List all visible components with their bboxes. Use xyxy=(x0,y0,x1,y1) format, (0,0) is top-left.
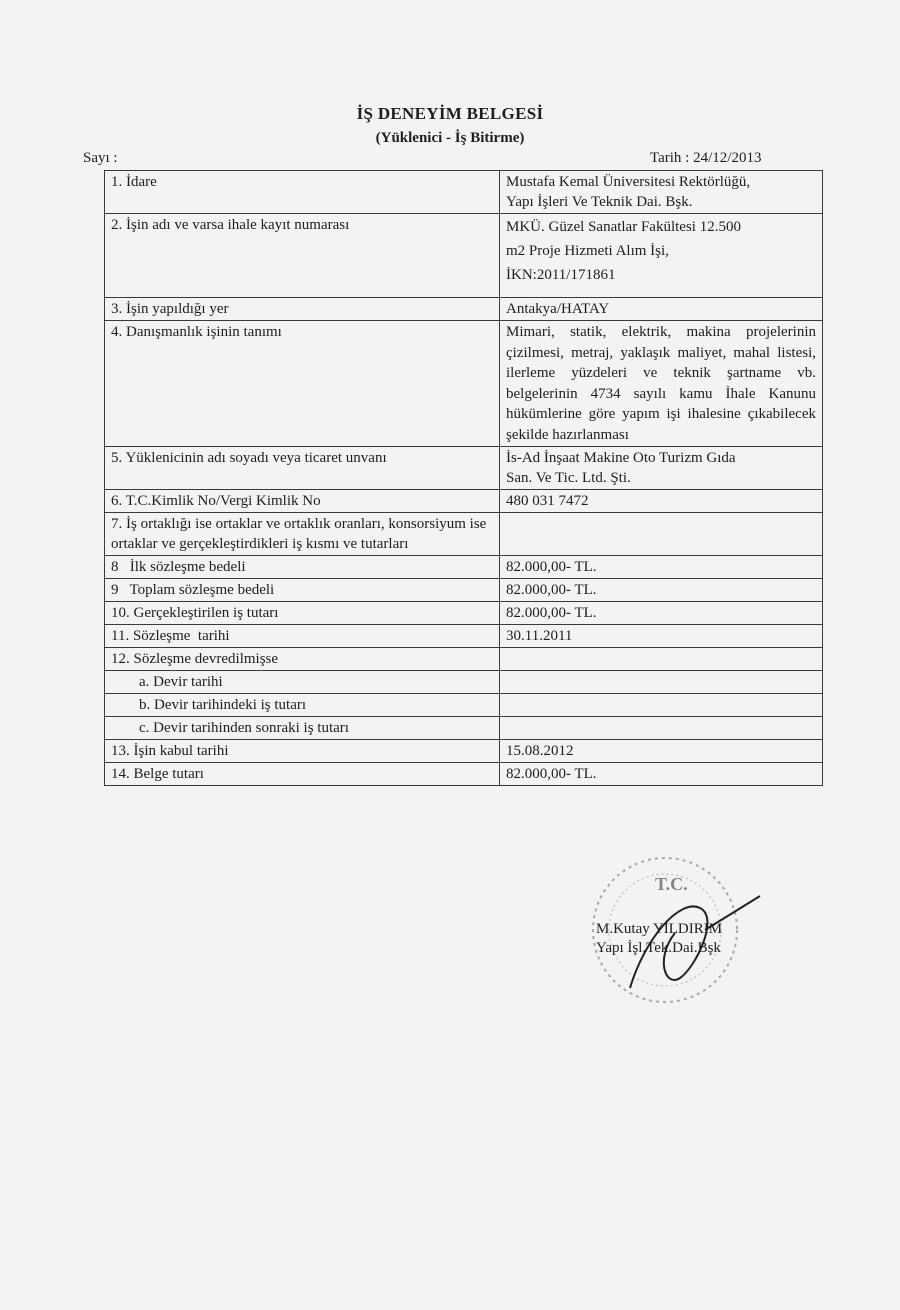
table-row xyxy=(105,171,823,214)
tarih-label: Tarih : 24/12/2013 xyxy=(650,150,762,166)
row-value xyxy=(500,513,823,556)
table-row xyxy=(105,763,823,786)
certificate-table xyxy=(104,170,823,786)
row-value: Mustafa Kemal Üniversitesi Rektörlüğü, Yapı İşleri Ve Teknik Dai. Bşk. xyxy=(500,171,823,214)
table-row xyxy=(105,321,823,447)
row-value: Antakya/HATAY xyxy=(500,298,823,321)
table-row xyxy=(105,447,823,490)
table-row xyxy=(105,717,823,740)
sayi-label: Sayı : xyxy=(83,150,118,166)
row-label: 3. İşin yapıldığı yer xyxy=(105,298,500,321)
row-label: 5. Yüklenicinin adı soyadı veya ticaret unvanı xyxy=(105,447,500,490)
row-label: 13. İşin kabul tarihi xyxy=(105,740,500,763)
table-row xyxy=(105,513,823,556)
row-value: 30.11.2011 xyxy=(500,625,823,648)
row-value xyxy=(500,648,823,671)
row-label: 1. İdare xyxy=(105,171,500,214)
table-row xyxy=(105,579,823,602)
row-value: MKÜ. Güzel Sanatlar Fakültesi 12.500 m2 Proje Hizmeti Alım İşi, İKN:2011/171861 xyxy=(500,214,823,298)
row-label: 2. İşin adı ve varsa ihale kayıt numarası xyxy=(105,214,500,298)
row-label: 11. Sözleşme tarihi xyxy=(105,625,500,648)
row-value: 82.000,00- TL. xyxy=(500,602,823,625)
row-value xyxy=(500,717,823,740)
row-value: 82.000,00- TL. xyxy=(500,579,823,602)
row-value: Mimari, statik, elektrik, makina projelerinin çizilmesi, metraj, yaklaşık maliyet, mahal listesi, ilerleme yüzdeleri ve teknik şartname vb. belgelerinin 4734 sayılı kamu İhale Kanunu hükümlerine göre yapım işi ihalesine çıkabilecek şekilde hazırlanması xyxy=(500,321,823,447)
row-value: 480 031 7472 xyxy=(500,490,823,513)
row-label: c. Devir tarihinden sonraki iş tutarı xyxy=(105,717,500,740)
row-label: 12. Sözleşme devredilmişse xyxy=(105,648,500,671)
table-row xyxy=(105,648,823,671)
document-title: İŞ DENEYİM BELGESİ xyxy=(356,104,544,123)
signature-block xyxy=(596,920,722,958)
row-value xyxy=(500,671,823,694)
row-value: 82.000,00- TL. xyxy=(500,763,823,786)
table-row xyxy=(105,298,823,321)
row-value: 15.08.2012 xyxy=(500,740,823,763)
row-label: a. Devir tarihi xyxy=(105,671,500,694)
table-row xyxy=(105,740,823,763)
row-label: 10. Gerçekleştirilen iş tutarı xyxy=(105,602,500,625)
table-row xyxy=(105,490,823,513)
row-label: b. Devir tarihindeki iş tutarı xyxy=(105,694,500,717)
row-label: 4. Danışmanlık işinin tanımı xyxy=(105,321,500,447)
row-label: 8 İlk sözleşme bedeli xyxy=(105,556,500,579)
signatory-title: Yapı İşl.Tek.Dai.Bşk xyxy=(596,940,721,956)
document-subtitle: (Yüklenici - İş Bitirme) xyxy=(375,130,525,146)
table-row xyxy=(105,556,823,579)
table-row xyxy=(105,625,823,648)
row-label: 7. İş ortaklığı ise ortaklar ve ortaklık oranları, konsorsiyum ise ortaklar ve gerçekleştirdikleri iş kısmı ve tutarları xyxy=(105,513,500,556)
row-value xyxy=(500,694,823,717)
svg-text:T.C.: T.C. xyxy=(655,874,688,894)
table-row xyxy=(105,671,823,694)
row-value: 82.000,00- TL. xyxy=(500,556,823,579)
signatory-name: M.Kutay YILDIRIM xyxy=(596,921,723,937)
table-row xyxy=(105,694,823,717)
table-row xyxy=(105,602,823,625)
row-value: İs-Ad İnşaat Makine Oto Turizm Gıda San. Ve Tic. Ltd. Şti. xyxy=(500,447,823,490)
row-label: 14. Belge tutarı xyxy=(105,763,500,786)
table-row xyxy=(105,214,823,298)
row-label: 9 Toplam sözleşme bedeli xyxy=(105,579,500,602)
row-label: 6. T.C.Kimlik No/Vergi Kimlik No xyxy=(105,490,500,513)
